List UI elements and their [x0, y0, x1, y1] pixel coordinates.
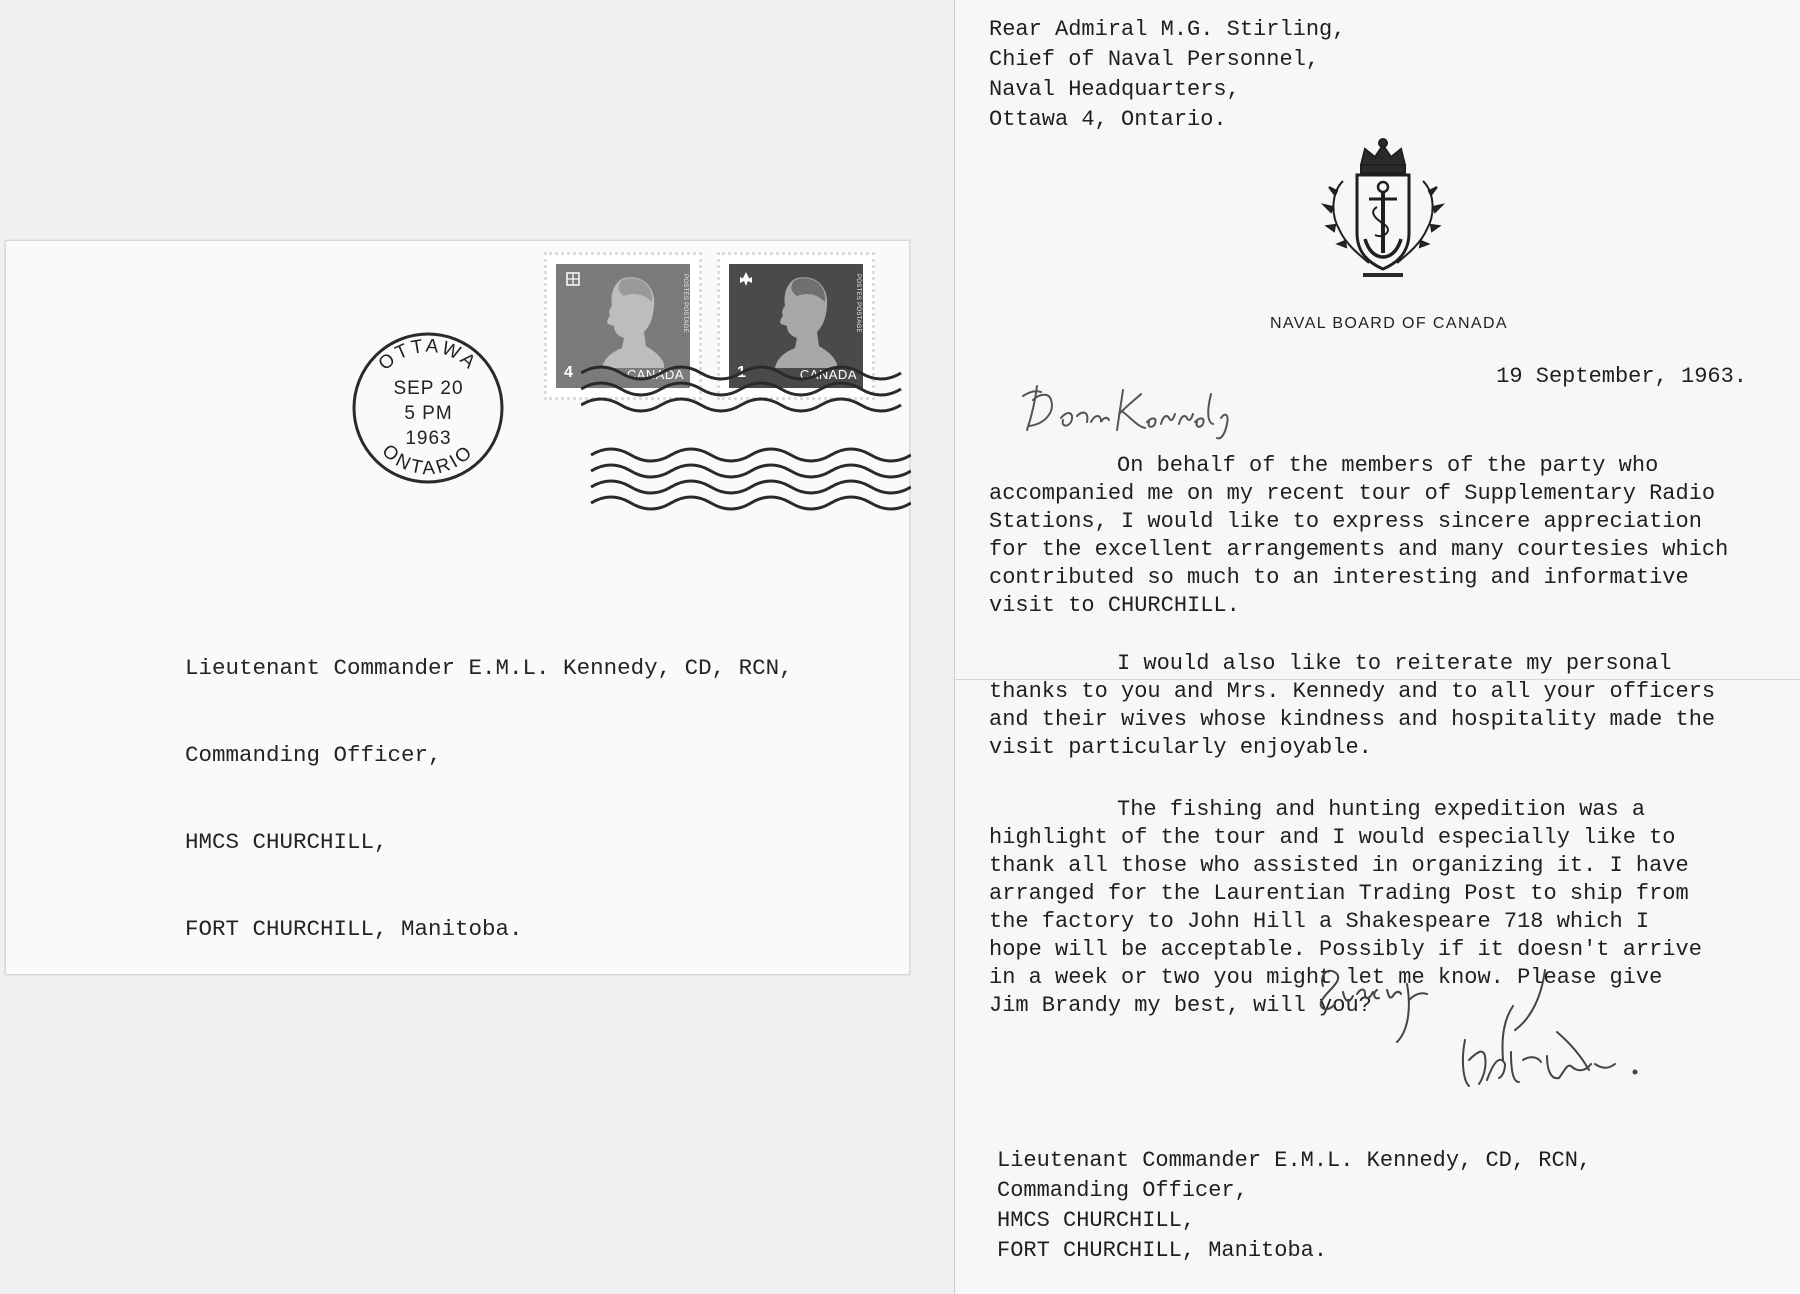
stamp-postage-text: POSTES POSTAGE	[855, 274, 861, 333]
text-line: contributed so much to an interesting and informative	[989, 565, 1689, 590]
text-line: On behalf of the members of the party who	[1117, 453, 1659, 478]
handwritten-salutation	[1015, 374, 1255, 444]
sender-line: Ottawa 4, Ontario.	[989, 107, 1227, 132]
text-line: hope will be acceptable. Possibly if it doesn't arrive	[989, 937, 1702, 962]
text-line: Stations, I would like to express sincere appreciation	[989, 509, 1702, 534]
address-line: HMCS CHURCHILL,	[185, 829, 388, 855]
postmark-city: OTTAWA	[374, 335, 482, 375]
stamp-country: CANADA	[626, 367, 684, 382]
sender-line: Naval Headquarters,	[989, 77, 1240, 102]
postmark-date: SEP 20	[393, 378, 464, 399]
sender-line: Rear Admiral M.G. Stirling,	[989, 17, 1346, 42]
sender-block	[989, 15, 1345, 135]
stamp-country: CANADA	[799, 367, 857, 382]
text-line: visit particularly enjoyable.	[989, 735, 1372, 760]
postmark-time: 5 PM	[404, 403, 453, 424]
text-line: accompanied me on my recent tour of Supplementary Radio	[989, 481, 1716, 506]
text-line: and their wives whose kindness and hospitality made the	[989, 707, 1716, 732]
recipient-line: FORT CHURCHILL, Manitoba.	[997, 1238, 1328, 1263]
text-line: in a week or two you might let me know. Please give	[989, 965, 1663, 990]
address-line: Commanding Officer,	[185, 742, 442, 768]
handwritten-signature	[1315, 960, 1645, 1130]
address-line: FORT CHURCHILL, Manitoba.	[185, 916, 523, 942]
text-line: thanks to you and Mrs. Kennedy and to all your officers	[989, 679, 1716, 704]
text-line: The fishing and hunting expedition was a	[1117, 797, 1646, 822]
address-line: Lieutenant Commander E.M.L. Kennedy, CD, RCN,	[185, 655, 793, 681]
sender-line: Chief of Naval Personnel,	[989, 47, 1320, 72]
paragraph-2	[989, 650, 1715, 762]
recipient-line: Lieutenant Commander E.M.L. Kennedy, CD, RCN,	[997, 1148, 1592, 1173]
text-line: Jim Brandy my best, will you?	[989, 993, 1372, 1018]
stamp-emblem-icon	[737, 270, 755, 288]
recipient-line: Commanding Officer,	[997, 1178, 1248, 1203]
postmark-province: ONTARIO	[377, 440, 479, 480]
svg-text:OTTAWA	[375, 336, 482, 375]
envelope-address	[185, 596, 793, 1002]
envelope	[5, 240, 910, 975]
stamp-postage-text: POSTES POSTAGE	[682, 274, 688, 333]
postmark	[346, 326, 511, 491]
text-line: thank all those who assisted in organizing it. I have	[989, 853, 1689, 878]
text-line: for the excellent arrangements and many courtesies which	[989, 537, 1729, 562]
stamp-value: 4	[564, 364, 573, 381]
wavy-cancellation-lines	[581, 321, 911, 521]
organization-heading: NAVAL BOARD OF CANADA	[1269, 315, 1509, 332]
naval-crest-anchor-icon	[1313, 135, 1453, 280]
letter-date: 19 September, 1963.	[1496, 364, 1747, 389]
text-line: I would also like to reiterate my personal	[1117, 651, 1672, 676]
letter-page	[954, 0, 1800, 1294]
stamp-emblem-icon	[564, 270, 582, 288]
recipient-block	[997, 1146, 1591, 1266]
text-line: highlight of the tour and I would especially like to	[989, 825, 1676, 850]
recipient-line: HMCS CHURCHILL,	[997, 1208, 1196, 1233]
text-line: visit to CHURCHILL.	[989, 593, 1240, 618]
text-line: the factory to John Hill a Shakespeare 718 which I	[989, 909, 1650, 934]
postmark-year: 1963	[405, 428, 452, 449]
paragraph-1	[989, 452, 1728, 620]
stamp-value: 1	[737, 364, 746, 381]
text-line: arranged for the Laurentian Trading Post to ship from	[989, 881, 1689, 906]
